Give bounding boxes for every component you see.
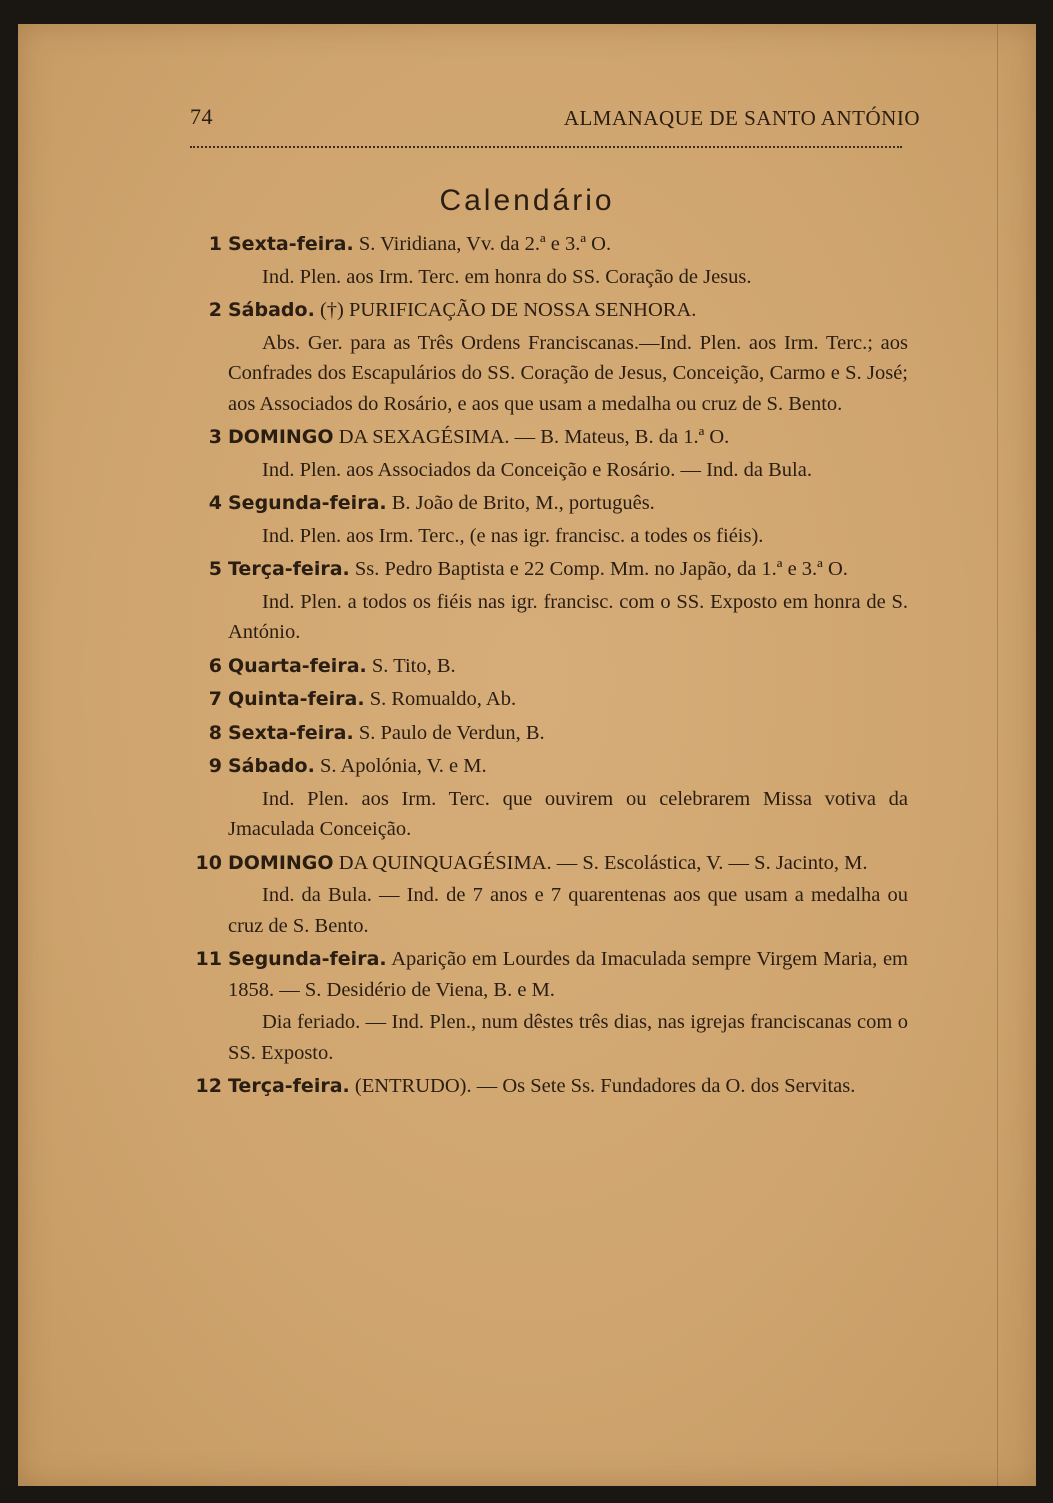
entry-heading [228, 229, 908, 260]
calendar-entry [190, 295, 908, 419]
weekday-label: Sexta-feira. [228, 233, 354, 255]
indulgence-note: Ind. Plen. aos Irm. Terc. que ouvirem ou celebrarem Missa votiva da Jmaculada Conceição. [228, 787, 908, 840]
feast-text: DA SEXAGÉSIMA. — B. Mateus, B. da 1.ª O. [338, 426, 730, 448]
weekday-label: Quinta-feira. [228, 688, 365, 710]
calendar-entry [190, 1071, 908, 1102]
entry-heading [228, 718, 908, 749]
entry-heading [228, 651, 908, 682]
calendar-entry [190, 229, 908, 292]
weekday-label: DOMINGO [228, 426, 334, 448]
day-number: 5 [208, 558, 222, 580]
indulgence-note: Dia feriado. — Ind. Plen., num dêstes três dias, nas igrejas franciscanas com o SS. Exposto. [228, 1011, 908, 1064]
weekday-label: Sexta-feira. [228, 721, 354, 744]
feast-text: S. Paulo de Verdun, B. [358, 721, 545, 744]
entry-heading [228, 944, 908, 1005]
calendar-entry [190, 944, 908, 1068]
day-number: 6 [208, 654, 222, 677]
feast-text: S. Tito, B. [371, 654, 456, 677]
day-number: 8 [208, 721, 222, 744]
feast-text: S. Viridiana, Vv. da 2.ª e 3.ª O. [358, 233, 612, 255]
weekday-label: Terça-feira. [228, 558, 350, 580]
calendar-entry [190, 651, 908, 682]
entry-heading [228, 684, 908, 715]
feast-text: (ENTRUDO). — Os Sete Ss. Fundadores da O. dos Servitas. [354, 1075, 856, 1097]
calendar-entry [190, 554, 908, 648]
calendar-entry [190, 751, 908, 845]
indulgence-note: Abs. Ger. para as Três Ordens Franciscanas.—Ind. Plen. aos Irm. Terc.; aos Confrades dos Escapulários do SS. Coração de Jesus, Conceição, Carmo e S. José; aos Associados do Rosário, e aos que usam a medalha ou cruz de S. Bento. [228, 331, 908, 415]
day-number: 9 [208, 755, 222, 777]
weekday-label: Segunda-feira. [228, 948, 387, 970]
calendar-entries [190, 229, 908, 1105]
indulgence-note: Ind. Plen. a todos os fiéis nas igr. francisc. com o SS. Exposto em honra de S. António. [228, 590, 908, 643]
indulgence-note: Ind. Plen. aos Irm. Terc. em honra do SS. Coração de Jesus. [262, 265, 752, 288]
indulgence-note: Ind. Plen. aos Irm. Terc., (e nas igr. francisc. a todes os fiéis). [262, 524, 764, 547]
running-header [190, 104, 920, 144]
header-rule [190, 146, 902, 148]
day-number: 1 [208, 233, 222, 255]
calendar-entry [190, 684, 908, 715]
day-number: 4 [208, 492, 222, 514]
book-page [18, 24, 1036, 1486]
section-title: Calendário [439, 184, 615, 217]
entry-heading [228, 422, 908, 453]
day-number: 12 [195, 1075, 222, 1097]
feast-text: DA QUINQUAGÉSIMA. — S. Escolástica, V. — S. Jacinto, M. [338, 851, 868, 874]
entry-heading [228, 1071, 908, 1102]
entry-heading [228, 751, 908, 782]
weekday-label: Segunda-feira. [228, 492, 387, 514]
entry-heading [228, 848, 908, 879]
calendar-entry [190, 488, 908, 551]
weekday-label: Terça-feira. [228, 1075, 350, 1097]
entry-heading [228, 295, 908, 326]
day-number: 3 [208, 426, 222, 448]
running-title: ALMANAQUE DE SANTO ANTÓNIO [563, 106, 920, 130]
weekday-label: Sábado. [228, 755, 315, 777]
feast-text: S. Apolónia, V. e M. [319, 755, 487, 777]
weekday-label: Sábado. [228, 299, 315, 321]
entry-heading [228, 554, 908, 585]
day-number: 7 [208, 688, 222, 710]
feast-text: Ss. Pedro Baptista e 22 Comp. Mm. no Japão, da 1.ª e 3.ª O. [354, 558, 848, 580]
page-number: 74 [190, 104, 213, 129]
calendar-entry [190, 718, 908, 749]
page-edge [997, 24, 1026, 1486]
weekday-label: DOMINGO [228, 851, 334, 874]
indulgence-note: Ind. da Bula. — Ind. de 7 anos e 7 quarentenas aos que usam a medalha ou cruz de S. Bento. [228, 884, 908, 937]
entry-heading [228, 488, 908, 519]
day-number: 11 [195, 948, 222, 970]
weekday-label: Quarta-feira. [228, 654, 367, 677]
day-number: 2 [208, 299, 222, 321]
indulgence-note: Ind. Plen. aos Associados da Conceição e Rosário. — Ind. da Bula. [262, 458, 812, 481]
calendar-entry [190, 848, 908, 942]
feast-text: (†) PURIFICAÇÃO DE NOSSA SENHORA. [319, 299, 697, 321]
day-number: 10 [195, 851, 222, 874]
feast-text: B. João de Brito, M., português. [391, 492, 655, 514]
calendar-entry [190, 422, 908, 485]
feast-text: S. Romualdo, Ab. [369, 688, 517, 710]
feast-text: Aparição em Lourdes da Imaculada sempre Virgem Maria, em 1858. — S. Desidério de Viena, B. e M. [228, 948, 908, 1001]
